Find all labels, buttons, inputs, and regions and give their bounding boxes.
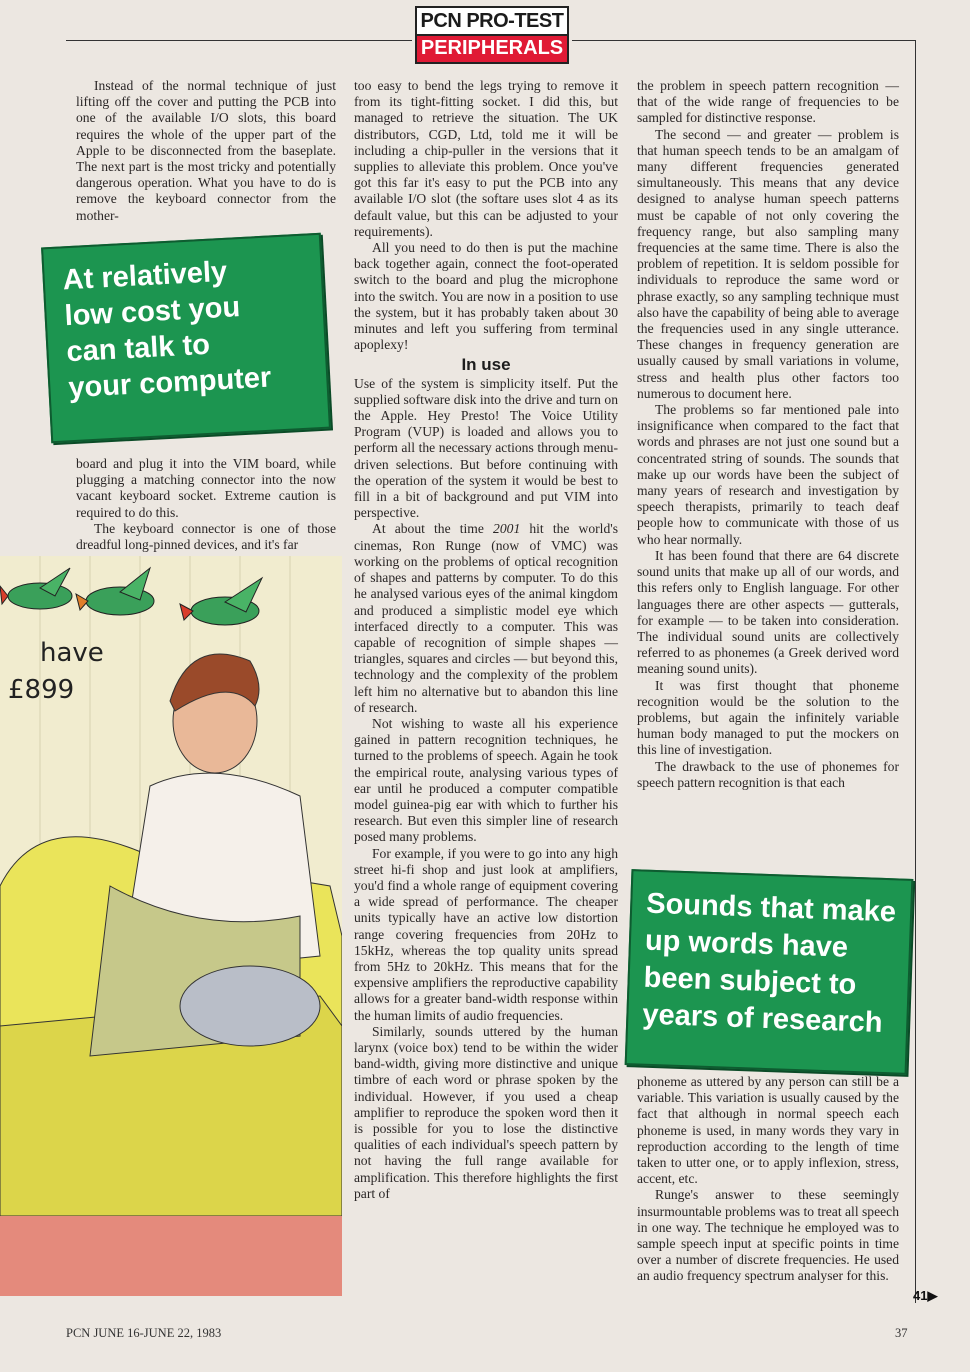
pullquote-line: been subject to [643, 961, 857, 1002]
pullquote-line: years of research [641, 998, 884, 1039]
paragraph: board and plug it into the VIM board, while plugging a matching connector into the now vacant keyboard socket. Extreme caution is required to do this. [76, 456, 336, 520]
paragraph: The drawback to the use of phonemes for speech pattern recognition is that each [637, 758, 899, 790]
next-page-marker: 41▶ [913, 1288, 938, 1303]
column-1-bottom [76, 456, 336, 553]
pullquote-line: low cost you [63, 291, 241, 333]
paragraph: The second — and greater — problem is that human speech tends to be an amalgam of many different frequencies generated simultaneously. This means that any device designed to analyse human speech patterns must be capable of not only covering the frequency range, but also sampling many frequencies at the same time. There is also the problem of repetition. It is seldom possible for individuals to reproduce the same word or phrase exactly, so any sampling technique must also have the capability of being able to average the frequencies used in any single utterance. These changes in frequency generation are usually caused by small variations in volume, stress and health plus other factors too numerous to document here. [637, 126, 899, 401]
paragraph: The keyboard connector is one of those dreadful long-pinned devices, and it's far [76, 520, 336, 553]
paragraph: Similarly, sounds uttered by the human larynx (voice box) tend to be within the wider band-width, giving more distinctive and unique timbre of each word or phrase spoken by the individual. However, if you used a cheap amplifier to reproduce the spoken word then it is possible for you to lose the distinctive qualities of each individual's speech pattern by not having the full range available for amplification. This therefore highlights the first part of [354, 1023, 618, 1201]
section-heading-in-use: In use [461, 355, 511, 375]
pullquote-low-cost [41, 233, 331, 443]
footer-dateline: PCN JUNE 16-JUNE 22, 1983 [66, 1326, 222, 1340]
column-3-bottom [637, 1074, 899, 1285]
badge-peripherals: PERIPHERALS [415, 36, 569, 64]
page-number: 37 [895, 1326, 908, 1340]
pullquote-line: up words have [644, 924, 849, 964]
section-badge [412, 6, 572, 66]
pullquote-line: can talk to [65, 328, 211, 369]
paragraph: The problems so far mentioned pale into insignificance when compared to the fact that words and phrases are not just one sound but a concentrated string of sounds. The sounds that make up our words have been the subject of many years of research and investigation by speech therapists, primarily to teach deaf people how to communicate with those of us who hear normally. [637, 402, 899, 547]
column-2 [354, 78, 618, 1202]
paragraph: too easy to bend the legs trying to remove it from its tight-fitting socket. I did this, but managed to retrieve the situation. The UK distributors, CGD, Ltd, told me it will be including a chip-puller in the versions that it supplies to alleviate this problem. Once you've got this far it's easy to put the PCB into any available I/O slot (the softare uses slot 4 as its default value, but this can be adjusted to your requirements). [354, 78, 618, 239]
column-1-top [76, 78, 336, 224]
film-title: 2001 [493, 521, 521, 537]
paragraph: Runge's answer to these seemingly insurmountable problems was to treat all speech in one way. The technique he employed was to sample speech input at specific points in time over a number of discrete frequencies. He used an audio frequency spectrum analyser for this. [637, 1187, 899, 1284]
cartoon-illustration [0, 556, 342, 1296]
text-fragment: hit the world's cinemas, Ron Runge (now of VMC) was working on the problems of optical recognition of shapes and patterns by computer. To do this he analysed various eyes of the animal kingdom and produced a simplistic model eye which interfaced directly to a computer. This was capable of recognition of simple shapes — triangles, squares and circles — but beyond this, technology and the complexity of the problem left him no alternative but to abandon this line of research. [354, 521, 618, 715]
paragraph: For example, if you were to go into any high street hi-fi shop and just look at amplifiers, you'd find a whole range of equipment covering a wide spread of performance. The cheaper units typically have an active low distortion range covering frequencies from 20Hz to 15kHz, whereas the top quality units spread from 5Hz to 20kHz. This means that for the expensive amplifiers the reproductive capability allows for a greater band-width response within the human limits of audio frequencies. [354, 845, 618, 1023]
column-3-top [637, 78, 899, 791]
paragraph: Not wishing to waste all his experience gained in pattern recognition techniques, he turned to the problems of speech. Again he took the empirical route, analysing various types of ear until he produced a computer compatible model guinea-pig ear with which to further his research. But even this simpler line of research posed many problems. [354, 715, 618, 845]
pullquote-line: your computer [67, 361, 273, 405]
pullquote-line: At relatively [61, 255, 228, 297]
badge-pro-test: PCN PRO-TEST [415, 6, 569, 36]
paragraph: It was first thought that phoneme recognition would be the solution to the problems, but again the infinitely variable human body managed to put the mockers on this line of investigation. [637, 677, 899, 758]
handwritten-note: have [40, 638, 104, 668]
paragraph: Use of the system is simplicity itself. Put the supplied software disk into the drive and turn on the Apple. Hey Presto! The Voice Utility Program (VUP) is loaded and allows you to perform all the necessary actions through menu-driven selections. But before continuing with the operation of the system it would be best to fill in a bit of background and put VIM into perspective. [354, 375, 618, 521]
paragraph: phoneme as uttered by any person can still be a variable. This variation is usually caused by the fact that although in normal speech each phoneme is used, in many words they vary in reproduction according to the length of time taken to utter one, or to apply inflexion, stress, accent, etc. [637, 1074, 899, 1187]
text-fragment: At about the time [372, 521, 494, 537]
paragraph: Instead of the normal technique of just lifting off the cover and putting the PCB into one of the available I/O slots, this board requires the whole of the upper part of the Apple to be disconnected from the baseplate. The next part is the most tricky and potentially dangerous operation. What you have to do is remove the keyboard connector from the mother- [76, 78, 336, 223]
handwritten-price: £899 [8, 675, 75, 705]
paragraph: the problem in speech pattern recognition — that of the wide range of frequencies to be sampled for distinctive response. [637, 78, 899, 126]
paragraph: It has been found that there are 64 discrete sound units that make up all of our words, and this refers only to English language. For other languages there are other aspects — gutterals, for example — to be taken into consideration. The individual sound units are collectively referred to as phonemes (a Greek derived word meaning sound units). [637, 547, 899, 677]
paragraph: All you need to do then is put the machine back together again, connect the foot-operated switch to the board and plug the microphone into the switch. You are now in a position to use the system, but it has probably taken about 30 minutes and left you suffering from terminal apoplexy! [354, 240, 618, 353]
pullquote-line: Sounds that make [645, 887, 897, 929]
pullquote-research [625, 869, 914, 1075]
paragraph [354, 521, 618, 715]
